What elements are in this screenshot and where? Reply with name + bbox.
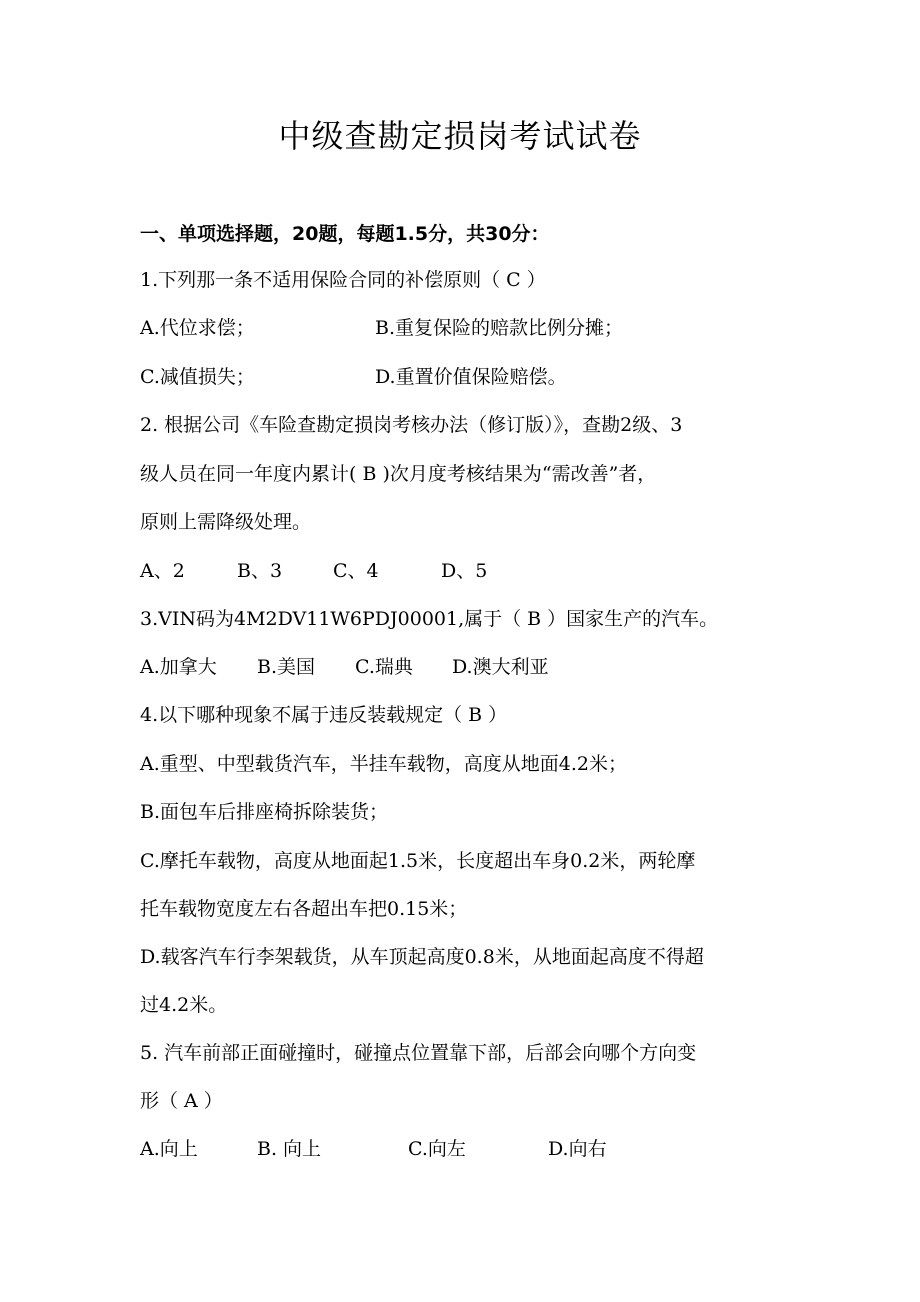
question-2-stem-line-2: 级人员在同一年度内累计( B )次月度考核结果为“需改善”者， [140,463,657,485]
question-5-option-b: B. 向上 [257,1138,322,1160]
question-5-stem-line-2: 形（ A ） [140,1090,223,1112]
question-1-options-row-2 [140,362,800,392]
question-4-option-c-line-2: 托车载物宽度左右各超出车把0.15米； [140,898,468,920]
page-title: 中级查勘定损岗考试试卷 [278,117,642,155]
question-5-stem-line-1: 5. 汽车前部正面碰撞时，碰撞点位置靠下部，后部会向哪个方向变 [140,1042,697,1064]
question-2-stem-line-1: 2. 根据公司《车险查勘定损岗考核办法（修订版）》，查勘2级、3 [140,414,683,436]
question-3-option-a: A.加拿大 [140,656,217,678]
question-2-stem-line-3: 原则上需降级处理。 [140,511,312,533]
question-1-stem: 1.下列那一条不适用保险合同的补偿原则（ C ） [140,269,546,291]
question-2-option-d: D、5 [441,560,488,582]
question-3-option-d: D.澳大利亚 [452,656,549,678]
question-1-options-row-1 [140,313,800,343]
question-1-option-c: C.减值损失； [140,366,255,388]
question-4-option-b: B.面包车后排座椅拆除装货； [140,801,389,823]
question-4-stem: 4.以下哪种现象不属于违反装载规定（ B ） [140,704,508,726]
question-3-option-c: C.瑞典 [355,656,413,678]
question-3-option-b: B.美国 [257,656,316,678]
question-5-option-a: A.向上 [140,1138,198,1160]
question-5-options-row [140,1134,800,1164]
question-4-option-c-line-1: C.摩托车载物，高度从地面起1.5米，长度超出车身0.2米，两轮摩 [140,850,696,872]
question-1-option-d: D.重置价值保险赔偿。 [375,366,567,388]
question-2-option-a: A、2 [140,560,185,582]
question-1-option-b: B.重复保险的赔款比例分摊； [375,317,624,339]
question-5-option-c: C.向左 [408,1138,466,1160]
question-5-option-d: D.向右 [548,1138,607,1160]
question-2-option-c: C、4 [333,560,379,582]
question-3-options-row [140,652,800,682]
question-3-stem: 3.VIN码为4M2DV11W6PDJ00001,属于（ B ）国家生产的汽车。 [140,608,719,630]
question-4-option-d-line-2: 过4.2米。 [140,994,228,1016]
question-2-option-b: B、3 [237,560,283,582]
question-4-option-d-line-1: D.载客汽车行李架载货，从车顶起高度0.8米，从地面起高度不得超 [140,946,704,968]
section-heading-single-choice: 一、单项选择题，20题，每题1.5分，共30分： [140,223,550,245]
question-2-options-row [140,556,800,586]
question-4-option-a: A.重型、中型载货汽车，半挂车载物，高度从地面4.2米； [140,753,627,775]
question-1-option-a: A.代位求偿； [140,317,255,339]
